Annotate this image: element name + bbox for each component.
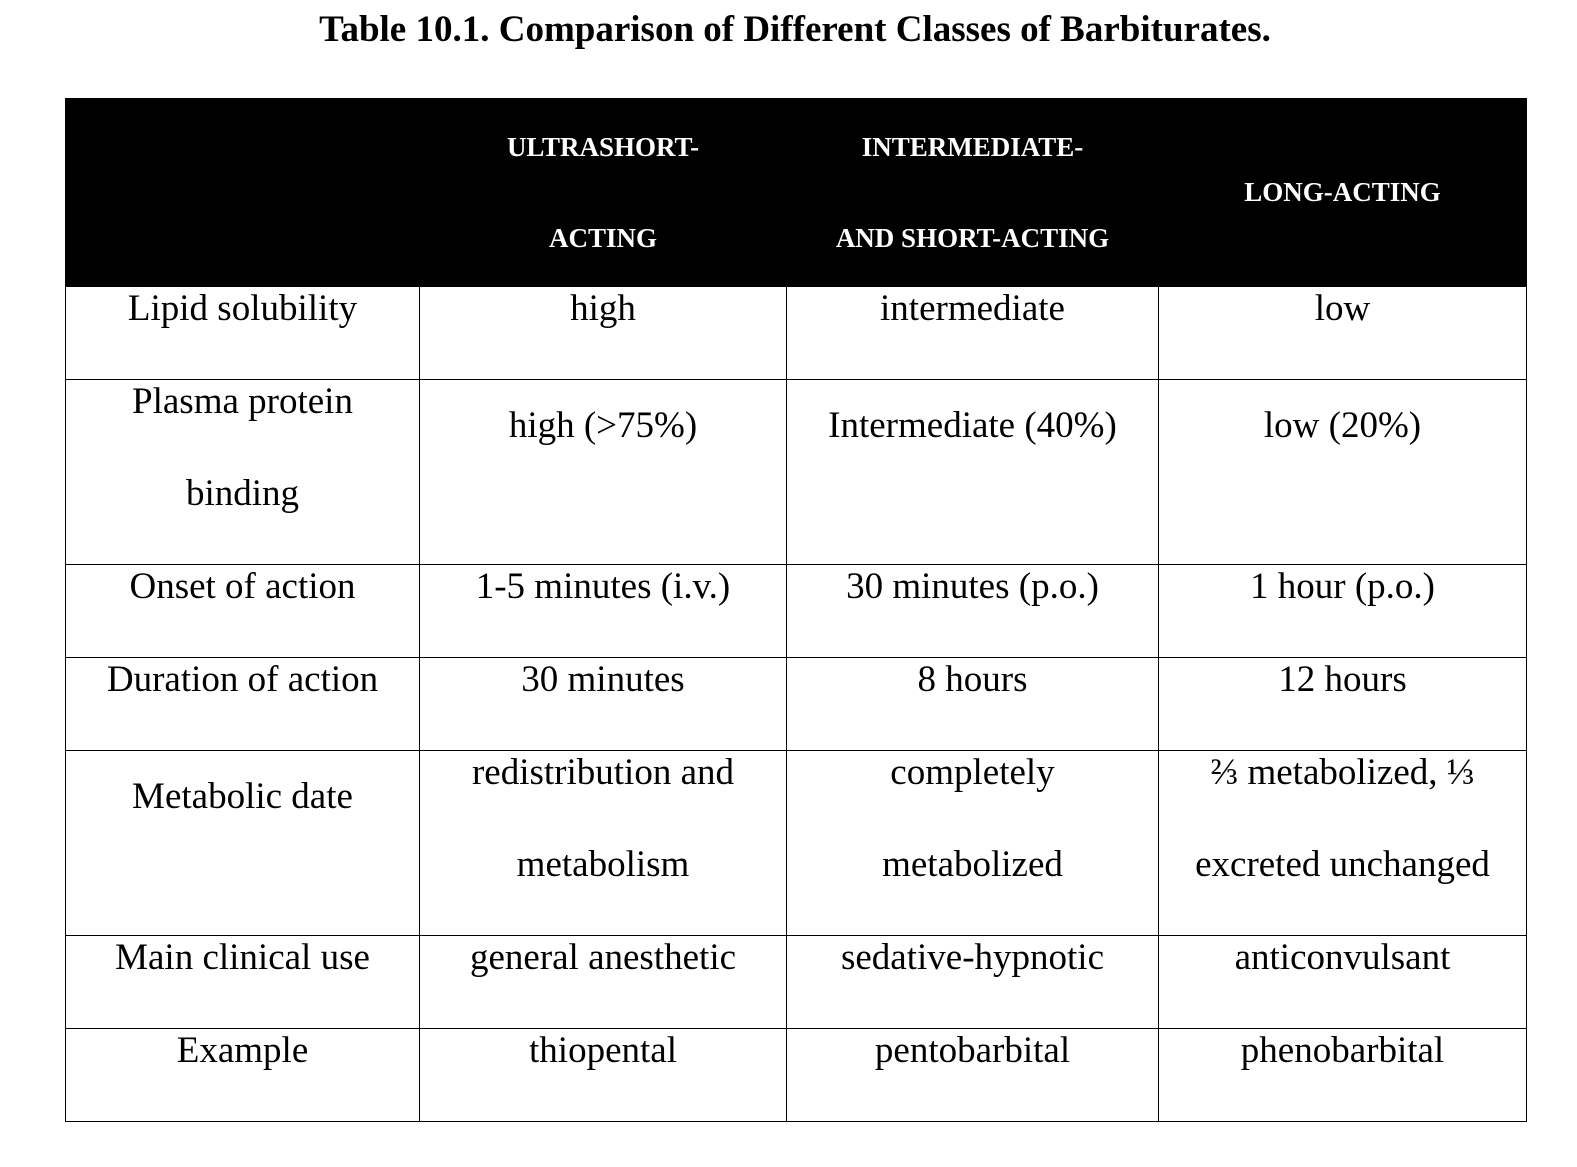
row-example: [66, 1029, 1527, 1122]
header-intermediate-short-acting: [787, 99, 1159, 287]
header-long-acting: [1159, 99, 1527, 287]
cell-intermediate: Intermediate (40%): [787, 380, 1159, 565]
row-plasma-protein-binding: [66, 380, 1527, 565]
cell-intermediate: 8 hours: [787, 658, 1159, 751]
cell-intermediate: 30 minutes (p.o.): [787, 565, 1159, 658]
table-header-row: [66, 99, 1527, 287]
cell-long: 1 hour (p.o.): [1159, 565, 1527, 658]
cell-ultrashort: general anesthetic: [420, 936, 787, 1029]
row-label: Main clinical use: [66, 936, 420, 1029]
row-label: Lipid solubility: [66, 287, 420, 380]
row-label: Plasma protein binding: [66, 380, 420, 565]
row-label: Onset of action: [66, 565, 420, 658]
row-label: Duration of action: [66, 658, 420, 751]
cell-long: anticonvulsant: [1159, 936, 1527, 1029]
cell-ultrashort: 30 minutes: [420, 658, 787, 751]
cell-long: low (20%): [1159, 380, 1527, 565]
cell-ultrashort: high (>75%): [420, 380, 787, 565]
cell-ultrashort: thiopental: [420, 1029, 787, 1122]
cell-long: 12 hours: [1159, 658, 1527, 751]
cell-long: low: [1159, 287, 1527, 380]
header-ultrashort-acting: [420, 99, 787, 287]
cell-long: ⅔ metabolized, ⅓ excreted unchanged: [1159, 751, 1527, 936]
header-line: INTERMEDIATE-: [861, 131, 1084, 162]
header-line: ULTRASHORT-: [506, 131, 700, 162]
cell-intermediate: pentobarbital: [787, 1029, 1159, 1122]
row-label: Example: [66, 1029, 420, 1122]
cell-long: phenobarbital: [1159, 1029, 1527, 1122]
table-caption: Table 10.1. Comparison of Different Classes of Barbiturates.: [319, 9, 1271, 50]
cell-intermediate: intermediate: [787, 287, 1159, 380]
cell-ultrashort: redistribution and metabolism: [420, 751, 787, 936]
barbiturates-comparison-table: [65, 98, 1527, 1122]
header-line: AND SHORT-ACTING: [835, 222, 1110, 253]
row-metabolic-date: [66, 751, 1527, 936]
header-line: LONG-ACTING: [1244, 177, 1441, 207]
header-corner-cell: [66, 99, 420, 287]
cell-intermediate: sedative-hypnotic: [787, 936, 1159, 1029]
row-label: Metabolic date: [66, 751, 420, 936]
cell-intermediate: completely metabolized: [787, 751, 1159, 936]
header-line: ACTING: [548, 222, 657, 253]
cell-ultrashort: high: [420, 287, 787, 380]
cell-ultrashort: 1-5 minutes (i.v.): [420, 565, 787, 658]
